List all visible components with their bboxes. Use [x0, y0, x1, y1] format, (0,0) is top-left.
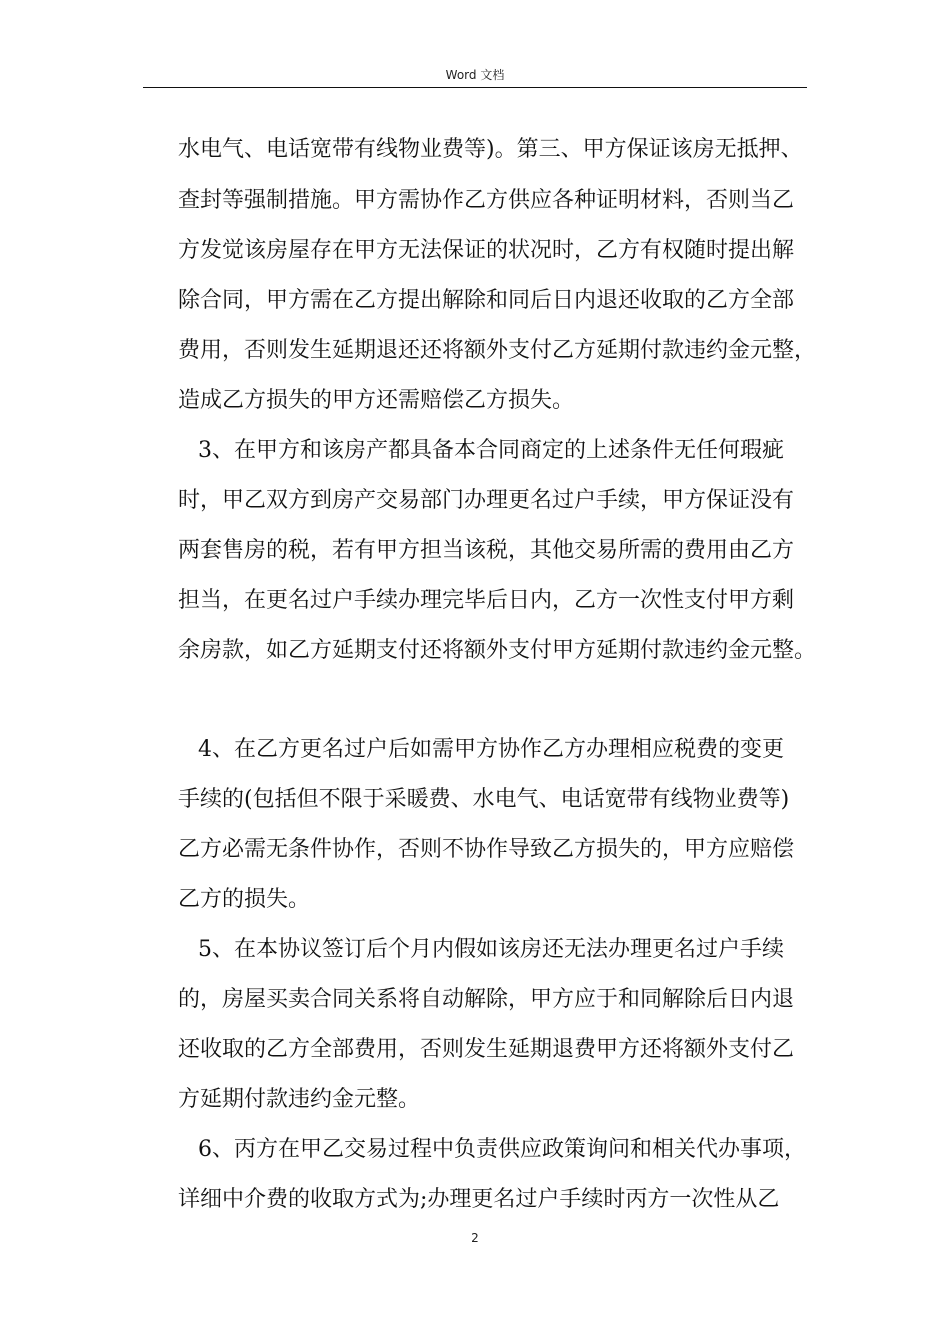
- paragraph-line: 3、在甲方和该房产都具备本合同商定的上述条件无任何瑕疵: [198, 438, 784, 463]
- paragraph-line: 除合同，甲方需在乙方提出解除和同后日内退还收取的乙方全部: [178, 288, 795, 313]
- paragraph-line: 查封等强制措施。甲方需协作乙方供应各种证明材料，否则当乙: [178, 188, 795, 213]
- page-number: 2: [471, 1231, 479, 1245]
- paragraph-line: 4、在乙方更名过户后如需甲方协作乙方办理相应税费的变更: [198, 737, 784, 762]
- paragraph-line: 造成乙方损失的甲方还需赔偿乙方损失。: [178, 388, 575, 413]
- paragraph-line: 还收取的乙方全部费用，否则发生延期退费甲方还将额外支付乙: [178, 1037, 795, 1062]
- paragraph-line: 费用，否则发生延期退还还将额外支付乙方延期付款违约金元整，: [178, 338, 817, 363]
- paragraph-line: 乙方必需无条件协作，否则不协作导致乙方损失的，甲方应赔偿: [178, 837, 795, 862]
- paragraph-line: 两套售房的税，若有甲方担当该税，其他交易所需的费用由乙方: [178, 538, 795, 563]
- paragraph-line: 担当，在更名过户手续办理完毕后日内，乙方一次性支付甲方剩: [178, 588, 795, 613]
- page-header-title: Word 文档: [445, 68, 505, 82]
- header-divider: [143, 87, 807, 88]
- paragraph-line: 手续的(包括但不限于采暖费、水电气、电话宽带有线物业费等): [178, 787, 790, 812]
- paragraph-line: 时，甲乙双方到房产交易部门办理更名过户手续，甲方保证没有: [178, 488, 795, 513]
- paragraph-line: 方发觉该房屋存在甲方无法保证的状况时，乙方有权随时提出解: [178, 238, 795, 263]
- paragraph-line: 5、在本协议签订后个月内假如该房还无法办理更名过户手续: [198, 937, 784, 962]
- paragraph-line: 余房款，如乙方延期支付还将额外支付甲方延期付款违约金元整。: [178, 638, 817, 663]
- paragraph-line: 的，房屋买卖合同关系将自动解除，甲方应于和同解除后日内退: [178, 987, 795, 1012]
- paragraph-line: 方延期付款违约金元整。: [178, 1087, 421, 1112]
- paragraph-line: 6、丙方在甲乙交易过程中负责供应政策询问和相关代办事项，: [198, 1137, 806, 1162]
- paragraph-line: 乙方的损失。: [178, 887, 311, 912]
- paragraph-line: 水电气、电话宽带有线物业费等)。第三、甲方保证该房无抵押、: [178, 137, 803, 162]
- paragraph-line: 详细中介费的收取方式为;办理更名过户手续时丙方一次性从乙: [178, 1187, 780, 1212]
